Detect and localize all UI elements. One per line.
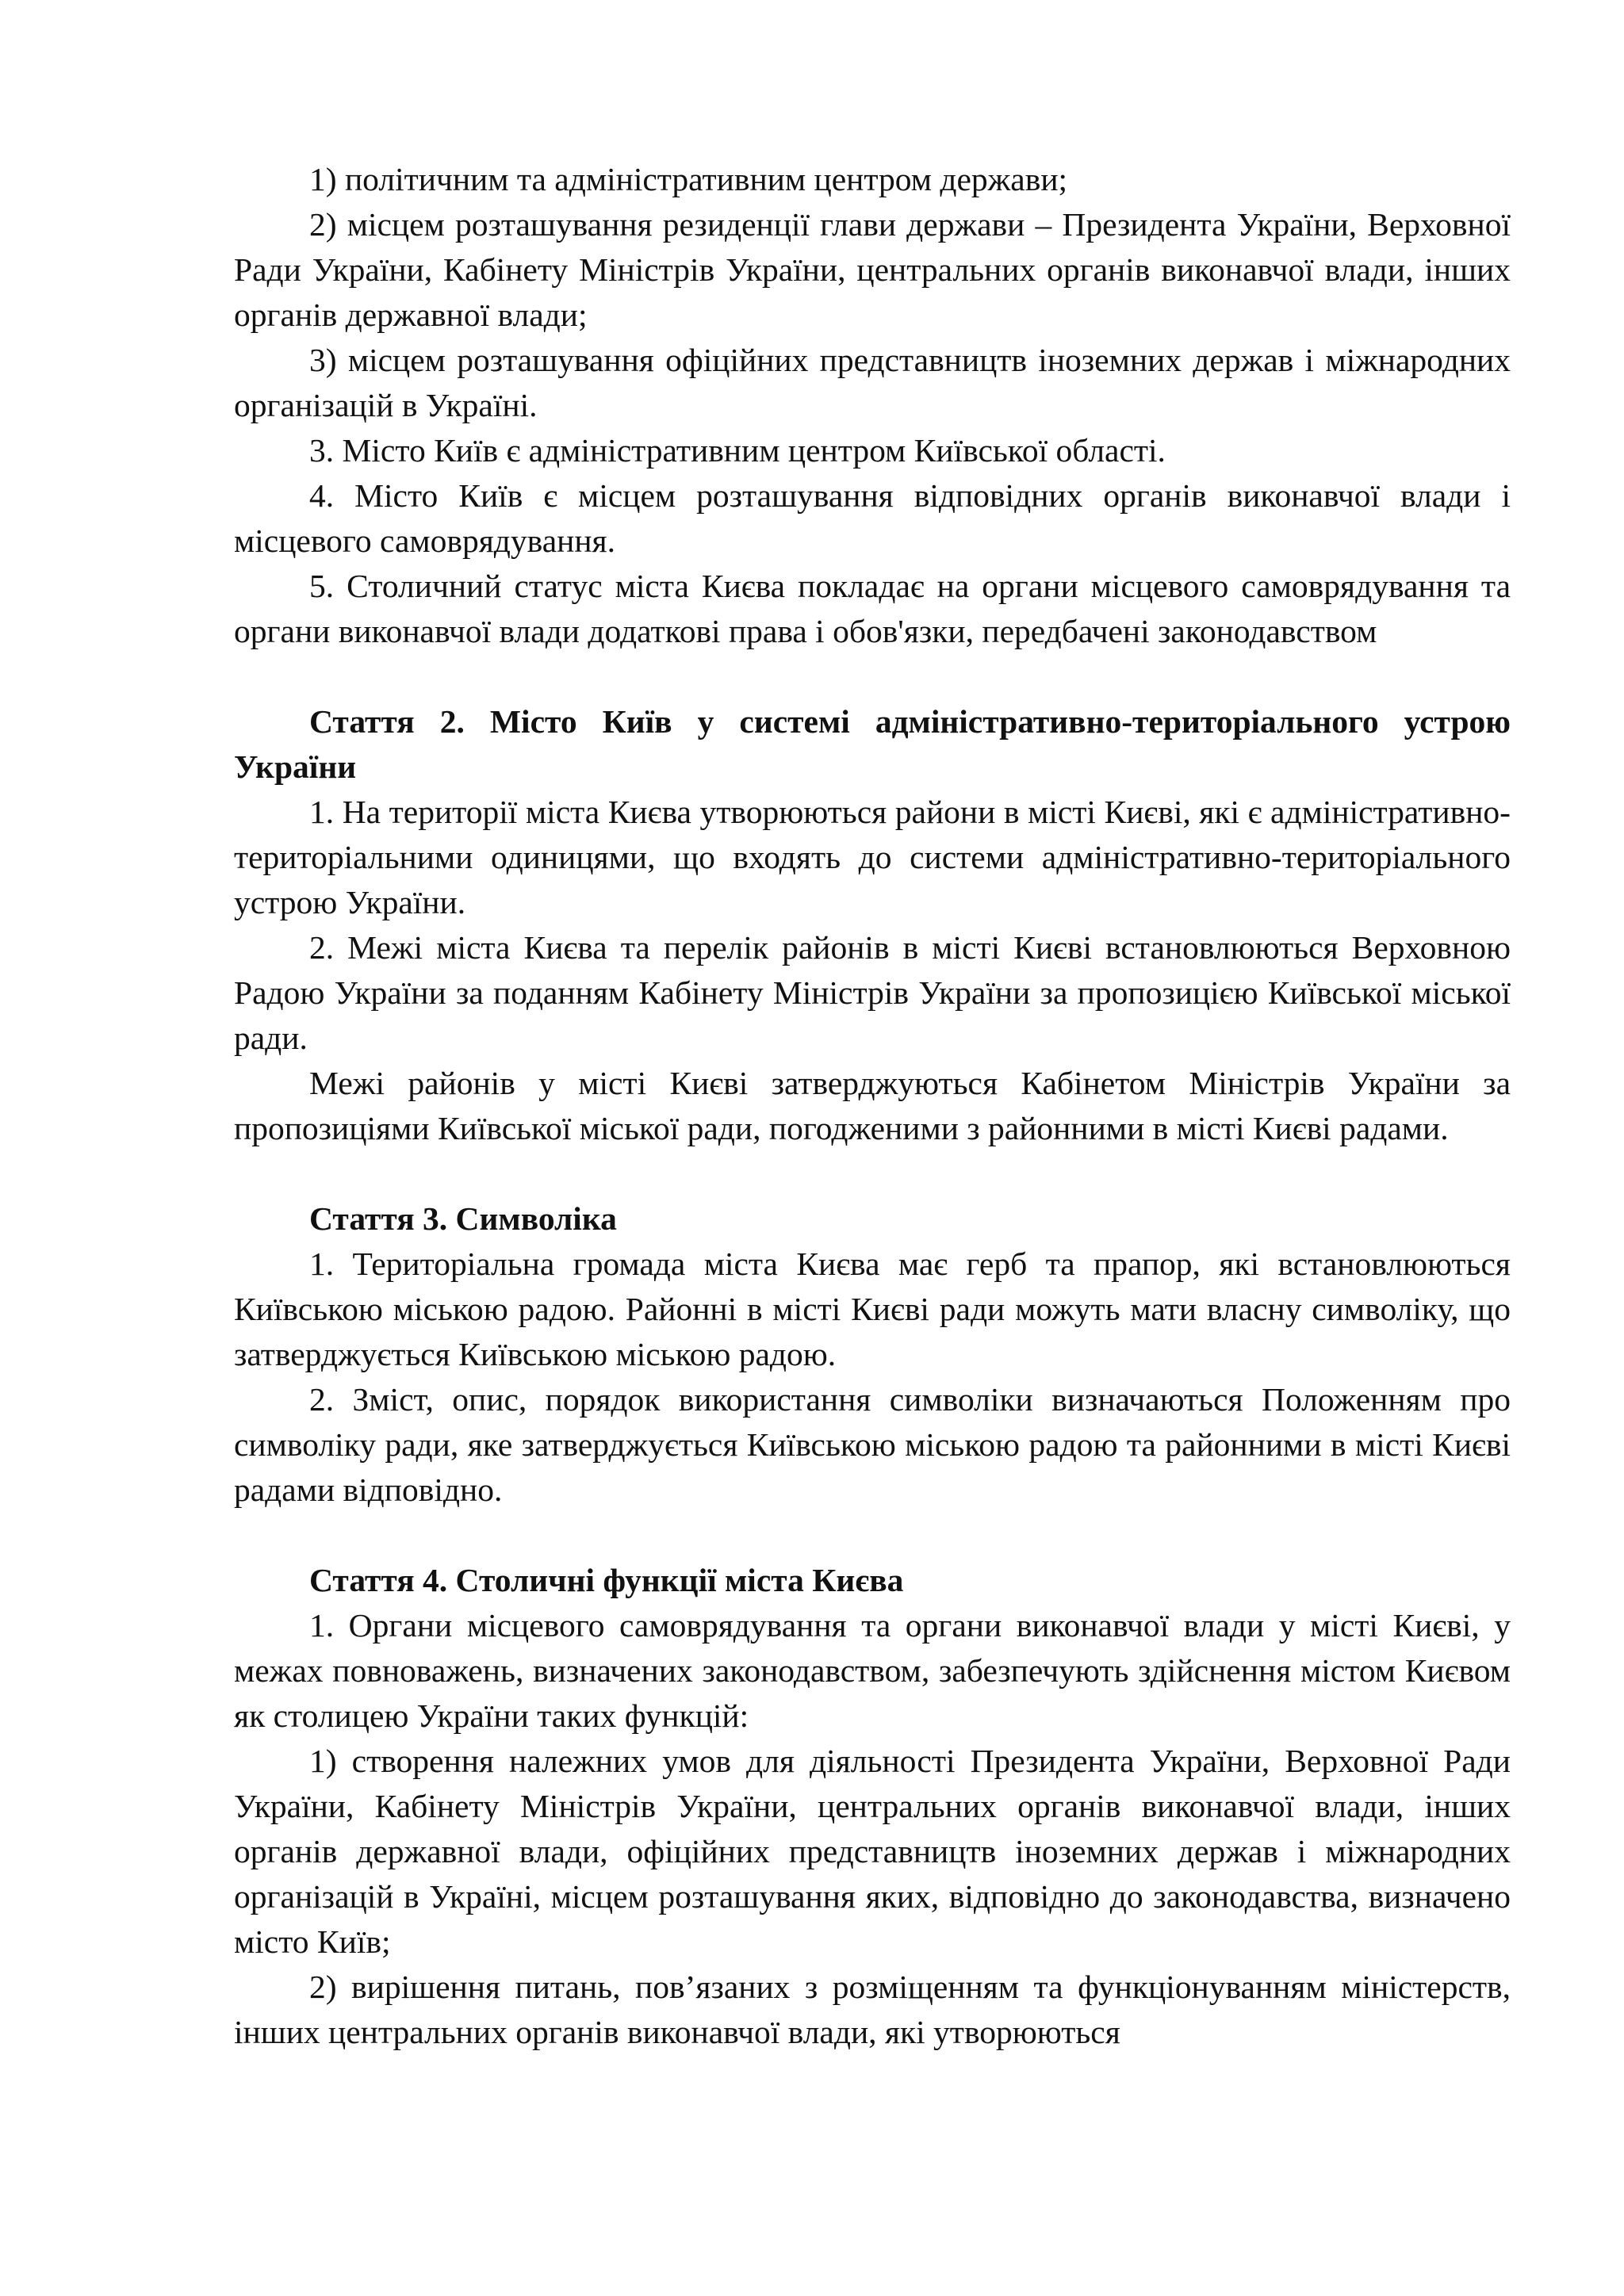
list-item: 2) вирішення питань, пов’язаних з розміщенням та функціонуванням міністерств, інших центральних органів виконавчої влади, які утворюються (234, 1969, 1511, 2050)
article-4-heading: Стаття 4. Столичні функції міста Києва (309, 1562, 904, 1598)
paragraph: 1. Територіальна громада міста Києва має герб та прапор, які встановлюються Київською міською радою. Районні в місті Києві ради можуть мати власну символіку, що затверджується Київською міською радою. (234, 1246, 1511, 1372)
list-item: 1) створення належних умов для діяльності Президента України, Верховної Ради України, Кабінету Міністрів України, центральних органів виконавчої влади, інших органів державної влади, офіційних представництв іноземних держав і міжнародних організацій в Україні, місцем розташування яких, відповідно до законодавства, визначено місто Київ; (234, 1743, 1511, 1960)
paragraph: 2. Межі міста Києва та перелік районів в місті Києві встановлюються Верховною Радою України за поданням Кабінету Міністрів України за пропозицією Київської міської ради. (234, 929, 1511, 1056)
paragraph: Межі районів у місті Києві затверджуються Кабінетом Міністрів України за пропозиціями Київської міської ради, погодженими з районними в місті Києві радами. (234, 1065, 1511, 1146)
paragraph: 1. На території міста Києва утворюються райони в місті Києві, які є адміністративно-територіальними одиницями, що входять до системи адміністративно-територіального устрою України. (234, 794, 1511, 920)
spacer (234, 654, 1511, 699)
paragraph: 1. Органи місцевого самоврядування та органи виконавчої влади у місті Києві, у межах повноважень, визначених законодавством, забезпечують здійснення містом Києвом як столицею України таких функцій: (234, 1607, 1511, 1734)
paragraph: 5. Столичний статус міста Києва покладає на органи місцевого самоврядування та органи виконавчої влади додаткові права і обов'язки, передбачені законодавством (234, 568, 1511, 649)
list-item: 2) місцем розташування резиденції глави держави – Президента України, Верховної Ради України, Кабінету Міністрів України, центральних органів виконавчої влади, інших органів державної влади; (234, 206, 1511, 333)
document-page (234, 157, 1511, 2055)
paragraph: 2. Зміст, опис, порядок використання символіки визначаються Положенням про символіку ради, яке затверджується Київською міською радою та районними в місті Києві радами відповідно. (234, 1381, 1511, 1508)
paragraph: 4. Місто Київ є місцем розташування відповідних органів виконавчої влади і місцевого самоврядування. (234, 477, 1511, 559)
spacer (234, 1151, 1511, 1196)
article-2-heading: Стаття 2. Місто Київ у системі адміністративно-територіального устрою України (234, 703, 1511, 785)
paragraph: 3. Місто Київ є адміністративним центром Київської області. (309, 432, 1166, 469)
article-3-heading: Стаття 3. Символіка (309, 1200, 617, 1237)
list-item: 1) політичним та адміністративним центром держави; (309, 161, 1068, 197)
list-item: 3) місцем розташування офіційних представництв іноземних держав і міжнародних організацій в Україні. (234, 342, 1511, 423)
spacer (234, 1513, 1511, 1558)
